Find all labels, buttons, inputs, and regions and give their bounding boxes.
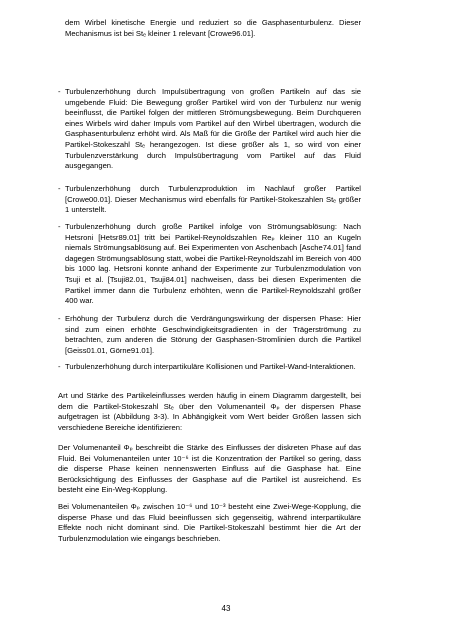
bullet-continuation: dem Wirbel kinetische Energie und reduziert so die Gasphasenturbulenz. Dieser Mechanismus ist bei Stₑ kleiner 1 relevant [Crowe96.01]. <box>65 18 361 38</box>
bullet-dash: - <box>58 314 61 323</box>
paragraph-diagram-intro: Art und Stärke des Partikeleinflusses werden häufig in einem Diagramm dargestellt, bei dem die Partikel-Stokeszahl Stₑ über den Volumenanteil Φₚ der dispersen Phase aufgetragen ist (Abbildung 3-3). In Abhängigkeit vom Wert beider Größen lassen sich verschiedene Bereiche identifizieren: <box>58 391 361 432</box>
bullet-dash: - <box>58 222 61 231</box>
bullet-wake-production: Turbulenzerhöhung durch Turbulenzproduktion im Nachlauf großer Partikel [Crowe00.01]. Dieser Mechanismus wird ebenfalls für Partikel-Stokeszahlen Stₑ größer 1 unterstellt. <box>65 184 361 215</box>
bullet-collisions: Turbulenzerhöhung durch interpartikuläre Kollisionen und Partikel-Wand-Interaktionen. <box>65 362 356 371</box>
paragraph-two-way-coupling: Bei Volumenanteilen Φₚ zwischen 10⁻⁶ und 10⁻³ besteht eine Zwei-Wege-Kopplung, die disperse Phase und das Fluid beeinflussen sich gegenseitig, während interpartikuläre Effekte noch nicht dominant sind. Die Partikel-Stokeszahl bestimmt hier die Art der Turbulenzmodulation wie eingangs beschrieben. <box>58 502 361 543</box>
bullet-dash: - <box>58 87 61 96</box>
bullet-momentum-transfer: Turbulenzerhöhung durch Impulsübertragung von großen Partikeln auf das sie umgebende Fluid: Die Bewegung großer Partikel wird von der Turbulenz nur wenig beeinflusst, die Partikel folgen der mittleren Strömungsbewegung. Beim Durchqueren eines Wirbels wird daher Impuls vom Partikel auf den Wirbel übertragen, wodurch die Gasphasenturbulenz erhöht wird. Als Maß für die Größe der Partikel wird auch hier die Partikel-Stokeszahl Stₑ herangezogen. Ist diese größer als 1, so wird von einer Turbulenzverstärkung durch Impulsübertragung vom Partikel auf das Fluid ausgegangen. <box>65 87 361 171</box>
bullet-displacement: Erhöhung der Turbulenz durch die Verdrängungswirkung der dispersen Phase: Hier sind zum einen erhöhte Geschwindigkeitsgradienten in der Trägerströmung zu betrachten, zum anderen die Störung der Gasphasen-Stromlinien durch die Partikel [Geiss01.01, Görne91.01]. <box>65 314 361 355</box>
bullet-dash: - <box>58 362 61 371</box>
bullet-dash: - <box>58 184 61 193</box>
bullet-flow-separation: Turbulenzerhöhung durch große Partikel infolge von Strömungsablösung: Nach Hetsroni [Hetsr89.01] tritt bei Partikel-Reynoldszahlen Reₚ kleiner 110 an Kugeln niemals Strömungsablösung auf. Bei Experimenten von Aschenbach [Asche74.01] fand dagegen Strömungsablösung statt, wobei die Partikel-Reynoldszahl im Bereich von 400 bis 1000 lag. Hetsroni konnte anhand der Experimente zur Turbulenzmodulation von Tsuji et al. [Tsuji82.01, Tsuji84.01] nachweisen, dass bei diesen Experimenten die Partikel immer dann die Turbulenz erhöhten, wenn die Partikel-Reynoldszahl größer 400 war. <box>65 222 361 306</box>
page-number: 43 <box>221 604 231 613</box>
paragraph-one-way-coupling: Der Volumenanteil Φₚ beschreibt die Stärke des Einflusses der diskreten Phase auf das Fluid. Bei Volumenanteilen unter 10⁻⁶ ist die Konzentration der Partikel so gering, dass die disperse Phase keinen nennenswerten Einfluss auf die Gasphase hat. Eine Berücksichtigung des Einflusses der Gasphase auf die Partikel ist ausreichend. Es besteht eine Ein-Weg-Kopplung. <box>58 443 361 495</box>
